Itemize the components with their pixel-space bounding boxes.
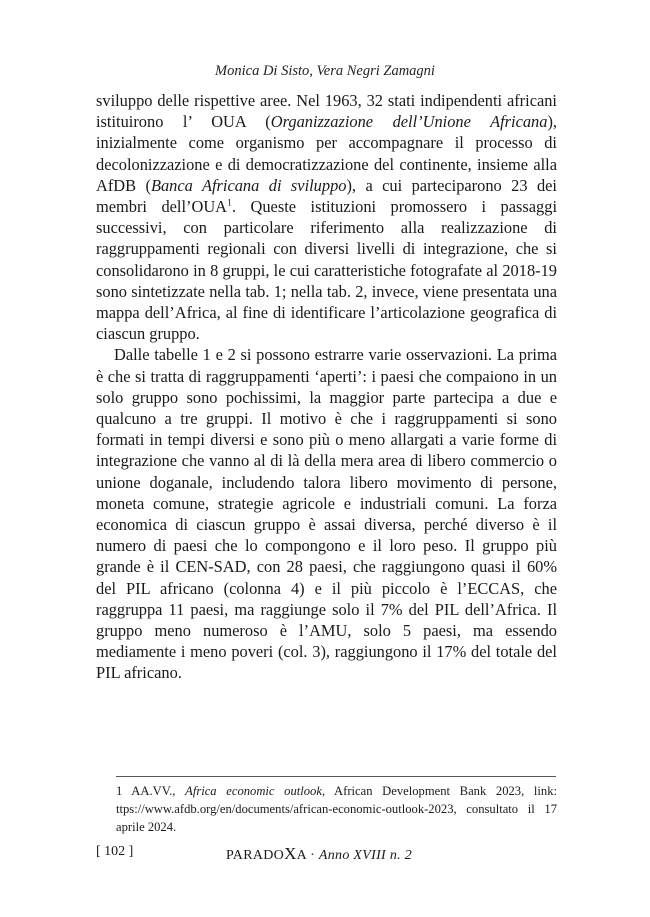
body-text [96, 90, 557, 684]
page-number: [ 102 ] [96, 844, 134, 859]
paragraph-1-text-b: ), inizialmente come organismo per accompagnare il processo di decolonizzazione e di democratizzazione del continente, insieme alla AfDB ( [96, 112, 558, 195]
journal-name [226, 844, 412, 864]
footnote-reference[interactable]: 1 [227, 197, 232, 209]
footnote-number: 1 AA.VV., [116, 784, 186, 798]
footnote-divider [116, 776, 556, 777]
journal-name-part-c: A [296, 848, 307, 863]
paragraph-1-text-c: ), a cui parteciparono 23 dei membri dell’OUA [96, 175, 557, 217]
footnote-1 [116, 782, 557, 836]
footnote-text: , African Development Bank 2023, link: ttps://www.afdb.org/en/documents/african-economic-outlook-2023, consultato il 17 aprile 2024. [116, 784, 557, 834]
paragraph-1 [96, 90, 557, 344]
journal-name-part-a: PARADO [226, 848, 285, 863]
paragraph-2: Dalle tabelle 1 e 2 si possono estrarre varie osservazioni. La prima è che si tratta di raggruppamenti ‘aperti’: i paesi che compaiono in un solo gruppo sono pochissimi, la maggior parte partecipa a due e qualcuno a tre gruppi. Il motivo è che i raggruppamenti si sono formati in tempi diversi e sono più o meno allargati a varie forme di integrazione che vanno al di là della mera area di libero commercio o unione doganale, includendo talora libero movimento di persone, moneta comune, strategie agricole e industriali comuni. La forza economica di ciascun gruppo è assai diversa, perché diverso è il numero di paesi che lo compongono e il loro peso. Il gruppo più grande è il CEN-SAD, con 28 paesi, che raggiungono quasi il 60% del PIL africano (colonna 4) e il più piccolo è l’ECCAS, che raggruppa 11 paesi, ma raggiunge solo il 7% del PIL dell’Africa. Il gruppo meno numeroso è l’AMU, solo 5 paesi, ma essendo mediamente i meno poveri (col. 3), raggiungono il 17% del totale del PIL africano. [96, 345, 557, 683]
running-head: Monica Di Sisto, Vera Negri Zamagni [215, 63, 435, 79]
paragraph-1-italic-oua: Organizzazione dell’Unione Africana [270, 112, 548, 132]
journal-issue: Anno XVIII n. 2 [318, 848, 413, 863]
paragraph-1-italic-afdb: Banca Africana di sviluppo [150, 175, 347, 195]
journal-name-part-x: X [284, 844, 297, 863]
footnote-title: Africa economic outlook [185, 784, 322, 798]
paragraph-1-text-d: . Queste istituzioni promossero i passaggi successivi, con particolare riferimento alla realizzazione di raggruppamenti regionali con diversi livelli di integrazione, che si consolidarono in 8 gruppi, le cui caratteristiche fotografate al 2018-19 sono sintetizzate nella tab. 1; nella tab. 2, invece, viene presentata una mappa dell’Africa, al fine di identificare l’articolazione geografica di ciascun gruppo. [96, 197, 557, 344]
paragraph-1-text-a: sviluppo delle rispettive aree. Nel 1963, 32 stati indipendenti africani istituirono l’ OUA ( [96, 91, 557, 132]
page-footer [96, 844, 557, 864]
journal-separator: · [306, 848, 319, 863]
